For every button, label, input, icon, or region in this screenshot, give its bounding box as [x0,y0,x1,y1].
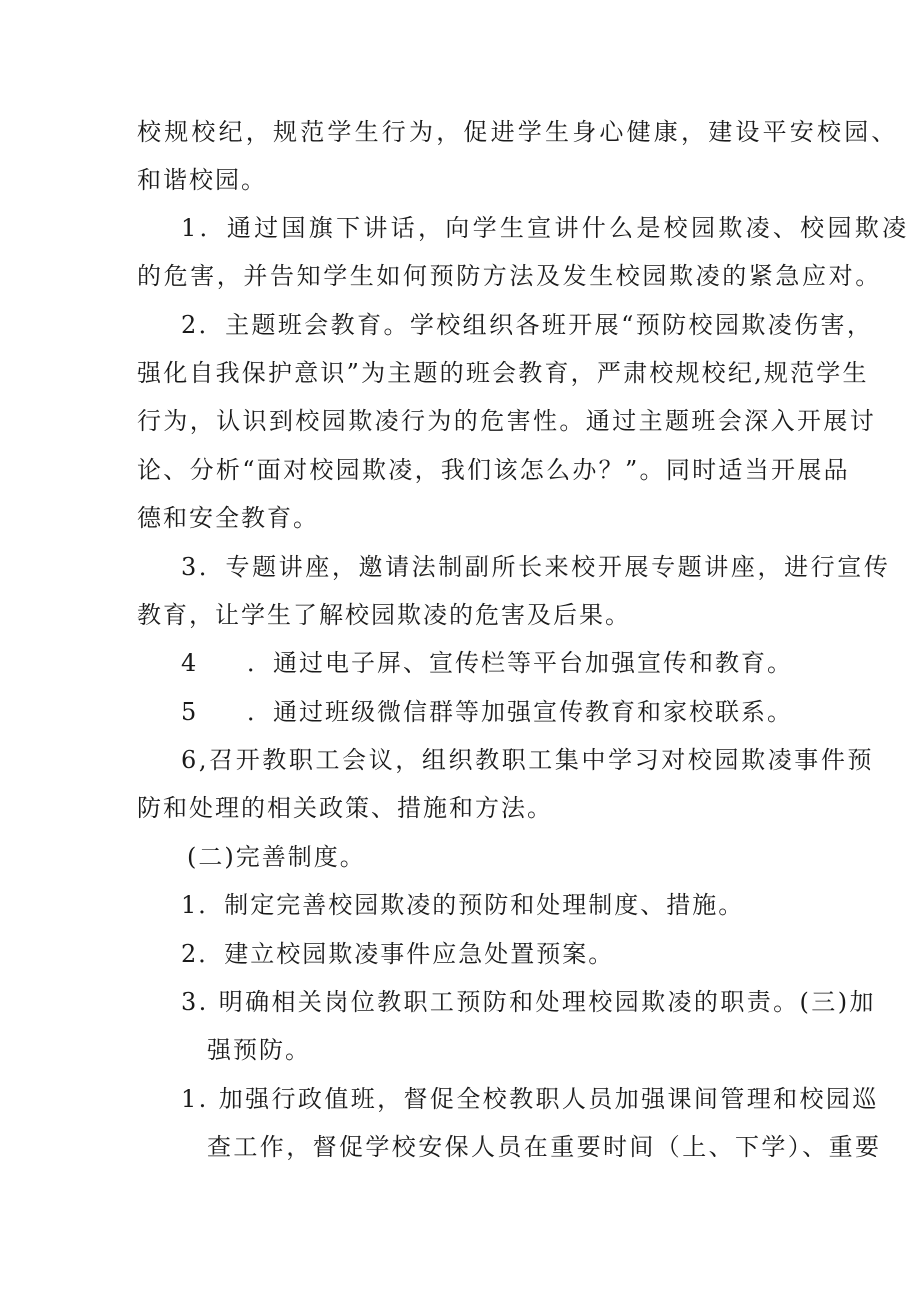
text-line: 教育，让学生了解校园欺凌的危害及后果。 [137,601,631,629]
text-line: 3．专题讲座，邀请法制副所长来校开展专题讲座，进行宣传 [181,553,891,581]
text-line: 防和处理的相关政策、措施和方法。 [137,794,553,822]
text-line: 2．主题班会教育。学校组织各班开展“预防校园欺凌伤害， [181,311,874,339]
section-heading: (二)完善制度。 [187,843,366,871]
text-line: 查工作，督促学校安保人员在重要时间（上、下学）、重要 [207,1133,882,1161]
text-line: 和谐校园。 [137,166,267,194]
text-line: 校规校纪，规范学生行为，促进学生身心健康，建设平安校园、 [137,118,899,146]
text-line: 1．通过国旗下讲话，向学生宣讲什么是校园欺凌、校园欺凌 [181,214,910,242]
text-line: 强预防。 [207,1036,311,1064]
text-line: 的危害，并告知学生如何预防方法及发生校园欺凌的紧急应对。 [137,262,882,290]
text-line: 强化自我保护意识”为主题的班会教育，严肃校规校纪,规范学生 [137,359,869,387]
text-line: 德和安全教育。 [137,504,319,532]
list-number: 4 [181,649,199,677]
text-line: 6,召开教职工会议，组织教职工集中学习对校园欺凌事件预 [181,746,875,774]
text-line: 1．制定完善校园欺凌的预防和处理制度、措施。 [181,891,745,919]
text-line: 3. 明确相关岗位教职工预防和处理校园欺凌的职责。(三)加 [181,988,876,1016]
text-line: 行为，认识到校园欺凌行为的危害性。通过主题班会深入开展讨 [137,407,877,435]
list-item-4 [181,648,793,678]
list-item-5 [181,697,793,727]
list-text: ．通过班级微信群等加强宣传教育和家校联系。 [247,698,793,726]
list-text: ．通过电子屏、宣传栏等平台加强宣传和教育。 [247,649,793,677]
text-line: 论、分析“面对校园欺凌，我们该怎么办？”。同时适当开展品 [137,456,850,484]
text-line: 1. 加强行政值班，督促全校教职人员加强课间管理和校园巡 [181,1085,879,1113]
list-number: 5 [181,698,199,726]
text-line: 2．建立校园欺凌事件应急处置预案。 [181,940,615,968]
